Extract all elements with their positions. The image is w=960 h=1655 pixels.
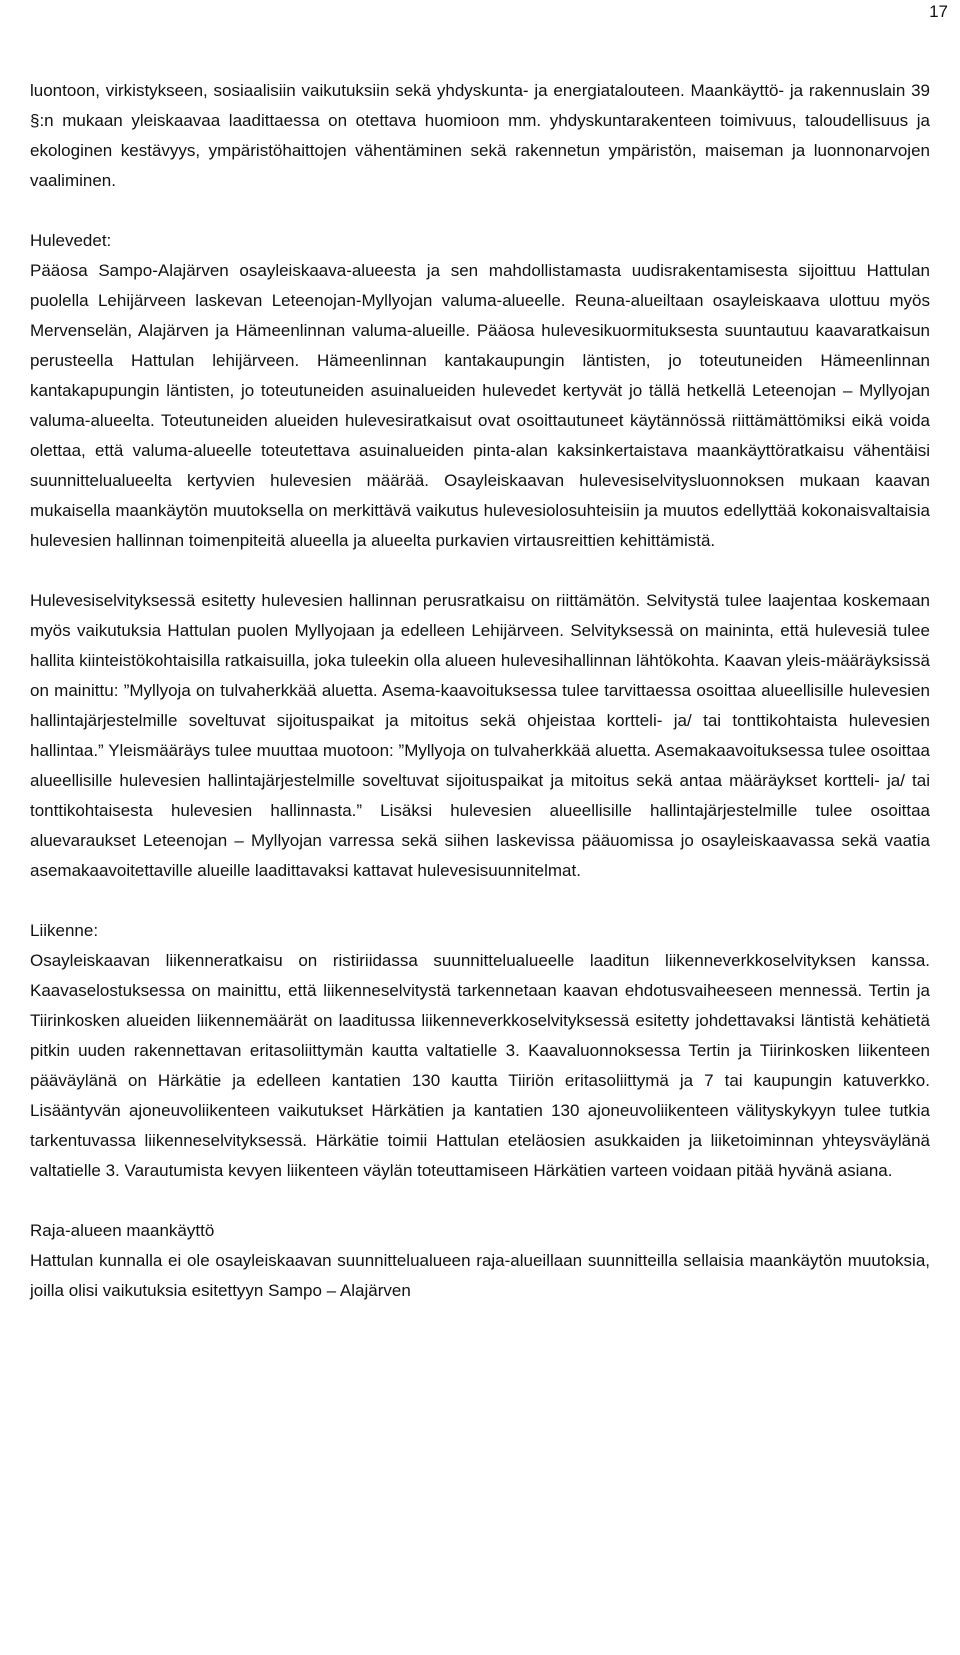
liikenne-paragraph-1: Osayleiskaavan liikenneratkaisu on ristiriidassa suunnittelualueelle laaditun liikenneverkkoselvityksen kanssa. Kaavaselostuksessa on mainittu, että liikenneselvitystä tarkennetaan kaavan ehdotusvaiheeseen mennessä. Tertin ja Tiirinkosken alueiden liikennemäärät on laaditussa liikenneverkkoselvityksessä esitetty johdettavaksi läntistä kehätietä pitkin uuden rakennettavan eritasoliittymän kautta valtatielle 3. Kaavaluonnoksessa Tertin ja Tiirinkosken liikenteen pääväylänä on Härkätie ja edelleen kantatien 130 kautta Tiiriön eritasoliittymä ja 7 tai kaupungin katuverkko. Lisääntyvän ajoneuvoliikenteen vaikutukset Härkätien ja kantatien 130 ajoneuvoliikenteen välityskykyyn tulee tutkia tarkentuvassa liikenneselvityksessä. Härkätie toimii Hattulan eteläosien asukkaiden ja liiketoiminnan yhteysväylänä valtatielle 3. Varautumista kevyen liikenteen väylän toteuttamiseen Härkätien varteen voidaan pitää hyvänä asiana. — [30, 951, 930, 1180]
section-heading-hulevedet: Hulevedet: — [30, 231, 112, 250]
section-heading-liikenne: Liikenne: — [30, 921, 99, 940]
paragraph-gap — [30, 556, 930, 586]
paragraph-gap — [30, 196, 930, 226]
page-number: 17 — [929, 2, 948, 21]
hulevedet-paragraph-2: Hulevesiselvityksessä esitetty hulevesien hallinnan perusratkaisu on riittämätön. Selvitystä tulee laajentaa koskemaan myös vaikutuksia Hattulan puolen Myllyojaan ja edelleen Lehijärveen. Selvityksessä on maininta, että hulevesiä tulee hallita kiinteistökohtaisilla ratkaisuilla, joka tuleekin olla alueen hulevesihallinnan lähtökohta. Kaavan yleis-määräyksissä on mainittu: ”Myllyoja on tulvaherkkää aluetta. Asema-kaavoituksessa tulee tarvittaessa osoittaa alueellisille hulevesien hallintajärjestelmille soveltuvat sijoituspaikat ja mitoitus sekä ohjeistaa kortteli- ja/ tai tonttikohtaista hulevesien hallintaa.” Yleismääräys tulee muuttaa muotoon: ”Myllyoja on tulvaherkkää aluetta. Asemakaavoituksessa tulee osoittaa alueellisille hulevesien hallintajärjestelmille soveltuvat sijoituspaikat ja mitoitus sekä antaa määräykset kortteli- ja/ tai tonttikohtaisesta hulevesien hallinnasta.” Lisäksi hulevesien alueellisille hallintajärjestelmille tulee osoittaa aluevaraukset Leteenojan – Myllyojan varressa sekä siihen laskevissa pääuomissa jo osayleiskaavassa sekä vaatia asemakaavoitettaville alueille laadittavaksi kattavat hulevesisuunnitelmat. — [30, 591, 930, 880]
document-body — [30, 76, 930, 1306]
paragraph-gap — [30, 1186, 930, 1216]
hulevedet-paragraph-1: Pääosa Sampo-Alajärven osayleiskaava-alueesta ja sen mahdollistamasta uudisrakentamisesta sijoittuu Hattulan puolella Lehijärveen laskevan Leteenojan-Myllyojan valuma-alueelle. Reuna-alueiltaan osayleiskaava ulottuu myös Mervenselän, Alajärven ja Hämeenlinnan valuma-alueille. Pääosa hulevesikuormituksesta suuntautuu kaavaratkaisun perusteella Hattulan lehijärveen. Hämeenlinnan kantakaupungin läntisten, jo toteutuneiden Hämeenlinnan kantakapupungin läntisten, jo toteutuneiden asuinalueiden hulevedet kertyvät jo tällä hetkellä Leteenojan – Myllyojan valuma-alueelta. Toteutuneiden alueiden hulevesiratkaisut ovat osoittautuneet käytännössä riittämättömiksi eikä voida olettaa, että valuma-alueelle toteutettava asuinalueiden pinta-alan kaksinkertaistava maankäyttöratkaisu vähentäisi suunnittelualueelta kertyvien hulevesien määrää. Osayleiskaavan hulevesiselvitysluonnoksen mukaan kaavan mukaisella maankäytön muutoksella on merkittävä vaikutus hulevesiolosuhteisiin ja muutos edellyttää kokonaisvaltaisia hulevesien hallinnan toimenpiteitä alueella ja alueelta purkavien virtausreittien kehittämistä. — [30, 261, 930, 550]
paragraph-gap — [30, 886, 930, 916]
section-heading-raja-alueen-maankaytto: Raja-alueen maankäyttö — [30, 1221, 215, 1240]
intro-paragraph: luontoon, virkistykseen, sosiaalisiin vaikutuksiin sekä yhdyskunta- ja energiatalouteen. Maankäyttö- ja rakennuslain 39 §:n mukaan yleiskaavaa laadittaessa on otettava huomioon mm. yhdyskuntarakenteen toimivuus, taloudellisuus ja ekologinen kestävyys, ympäristöhaittojen vähentäminen sekä rakennetun ympäristön, maiseman ja luonnonarvojen vaaliminen. — [30, 81, 930, 190]
raja-paragraph-1: Hattulan kunnalla ei ole osayleiskaavan suunnittelualueen raja-alueillaan suunnitteilla sellaisia maankäytön muutoksia, joilla olisi vaikutuksia esitettyyn Sampo – Alajärven — [30, 1251, 930, 1300]
